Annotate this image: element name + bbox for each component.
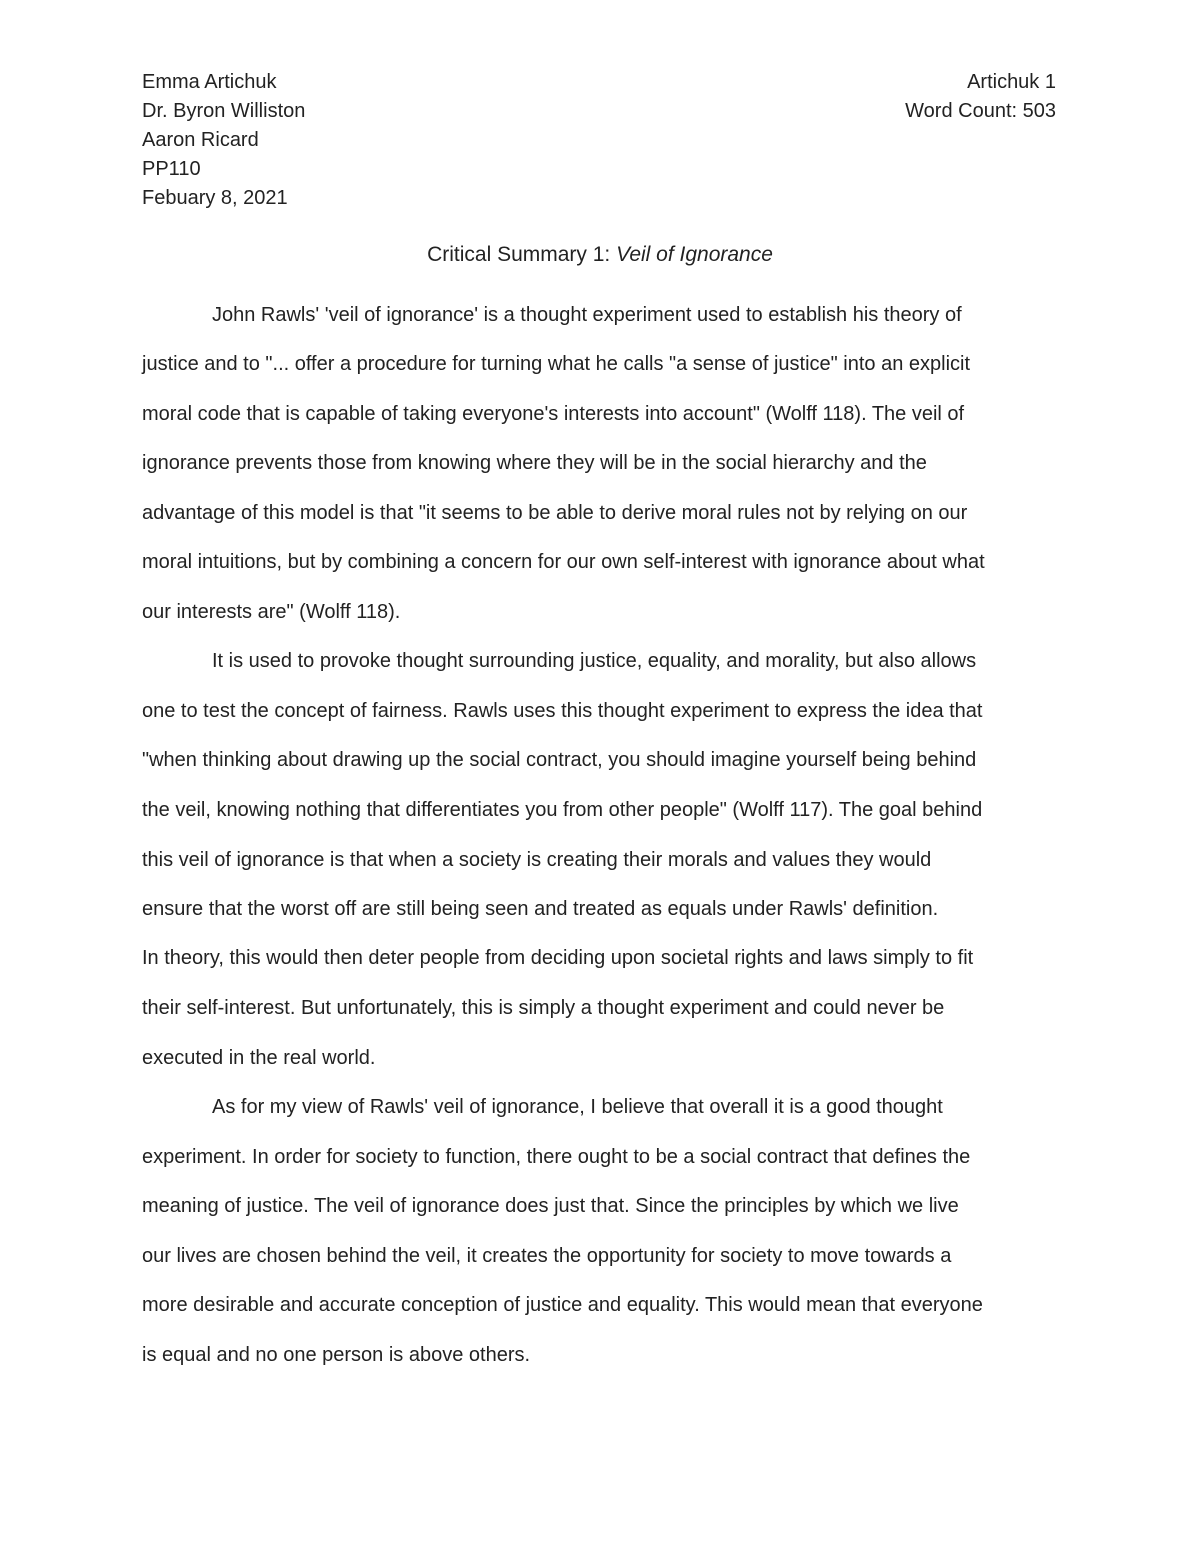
page-number-label: Artichuk 1 [967,71,1056,93]
document-title [0,240,1200,269]
body-line: more desirable and accurate conception of justice and equality. This would mean that everyone [142,1294,983,1316]
word-count: Word Count: 503 [905,100,1056,122]
body-line: executed in the real world. [142,1047,376,1069]
header-left-block [142,68,305,213]
author-name: Emma Artichuk [142,71,277,93]
body-line: advantage of this model is that "it seems to be able to derive moral rules not by relying on our [142,502,968,524]
body-line: experiment. In order for society to function, there ought to be a social contract that defines the [142,1146,971,1168]
body-line: our lives are chosen behind the veil, it creates the opportunity for society to move towards a [142,1245,952,1267]
body-line: ignorance prevents those from knowing where they will be in the social hierarchy and the [142,452,927,474]
body-line: is equal and no one person is above others. [142,1344,531,1366]
body-line: one to test the concept of fairness. Rawls uses this thought experiment to express the idea that [142,700,983,722]
body-line: meaning of justice. The veil of ignorance does just that. Since the principles by which we live [142,1195,959,1217]
professor-name: Dr. Byron Williston [142,100,306,122]
body-line: In theory, this would then deter people from deciding upon societal rights and laws simply to fit [142,947,974,969]
body-line: their self-interest. But unfortunately, this is simply a thought experiment and could never be [142,997,945,1019]
body-line: "when thinking about drawing up the social contract, you should imagine yourself being behind [142,749,977,771]
body-line: It is used to provoke thought surrounding justice, equality, and morality, but also allows [212,650,977,672]
body-line: this veil of ignorance is that when a society is creating their morals and values they would [142,849,932,871]
header-right-block [905,68,1056,126]
course-code: PP110 [142,158,201,180]
body-line: our interests are" (Wolff 118). [142,601,401,623]
title-italic: Veil of Ignorance [616,243,773,266]
ta-name: Aaron Ricard [142,129,259,151]
title-prefix: Critical Summary 1: [427,243,617,266]
document-date: Febuary 8, 2021 [142,187,288,209]
body-line: moral code that is capable of taking everyone's interests into account" (Wolff 118). The veil of [142,403,965,425]
body-line: ensure that the worst off are still being seen and treated as equals under Rawls' definition. [142,898,939,920]
body-line: justice and to "... offer a procedure for turning what he calls "a sense of justice" into an explicit [142,353,971,375]
body-line: the veil, knowing nothing that differentiates you from other people" (Wolff 117). The goal behind [142,799,983,821]
body-line: As for my view of Rawls' veil of ignorance, I believe that overall it is a good thought [212,1096,943,1118]
body-line: moral intuitions, but by combining a concern for our own self-interest with ignorance about what [142,551,985,573]
body-line: John Rawls' 'veil of ignorance' is a thought experiment used to establish his theory of [212,304,962,326]
